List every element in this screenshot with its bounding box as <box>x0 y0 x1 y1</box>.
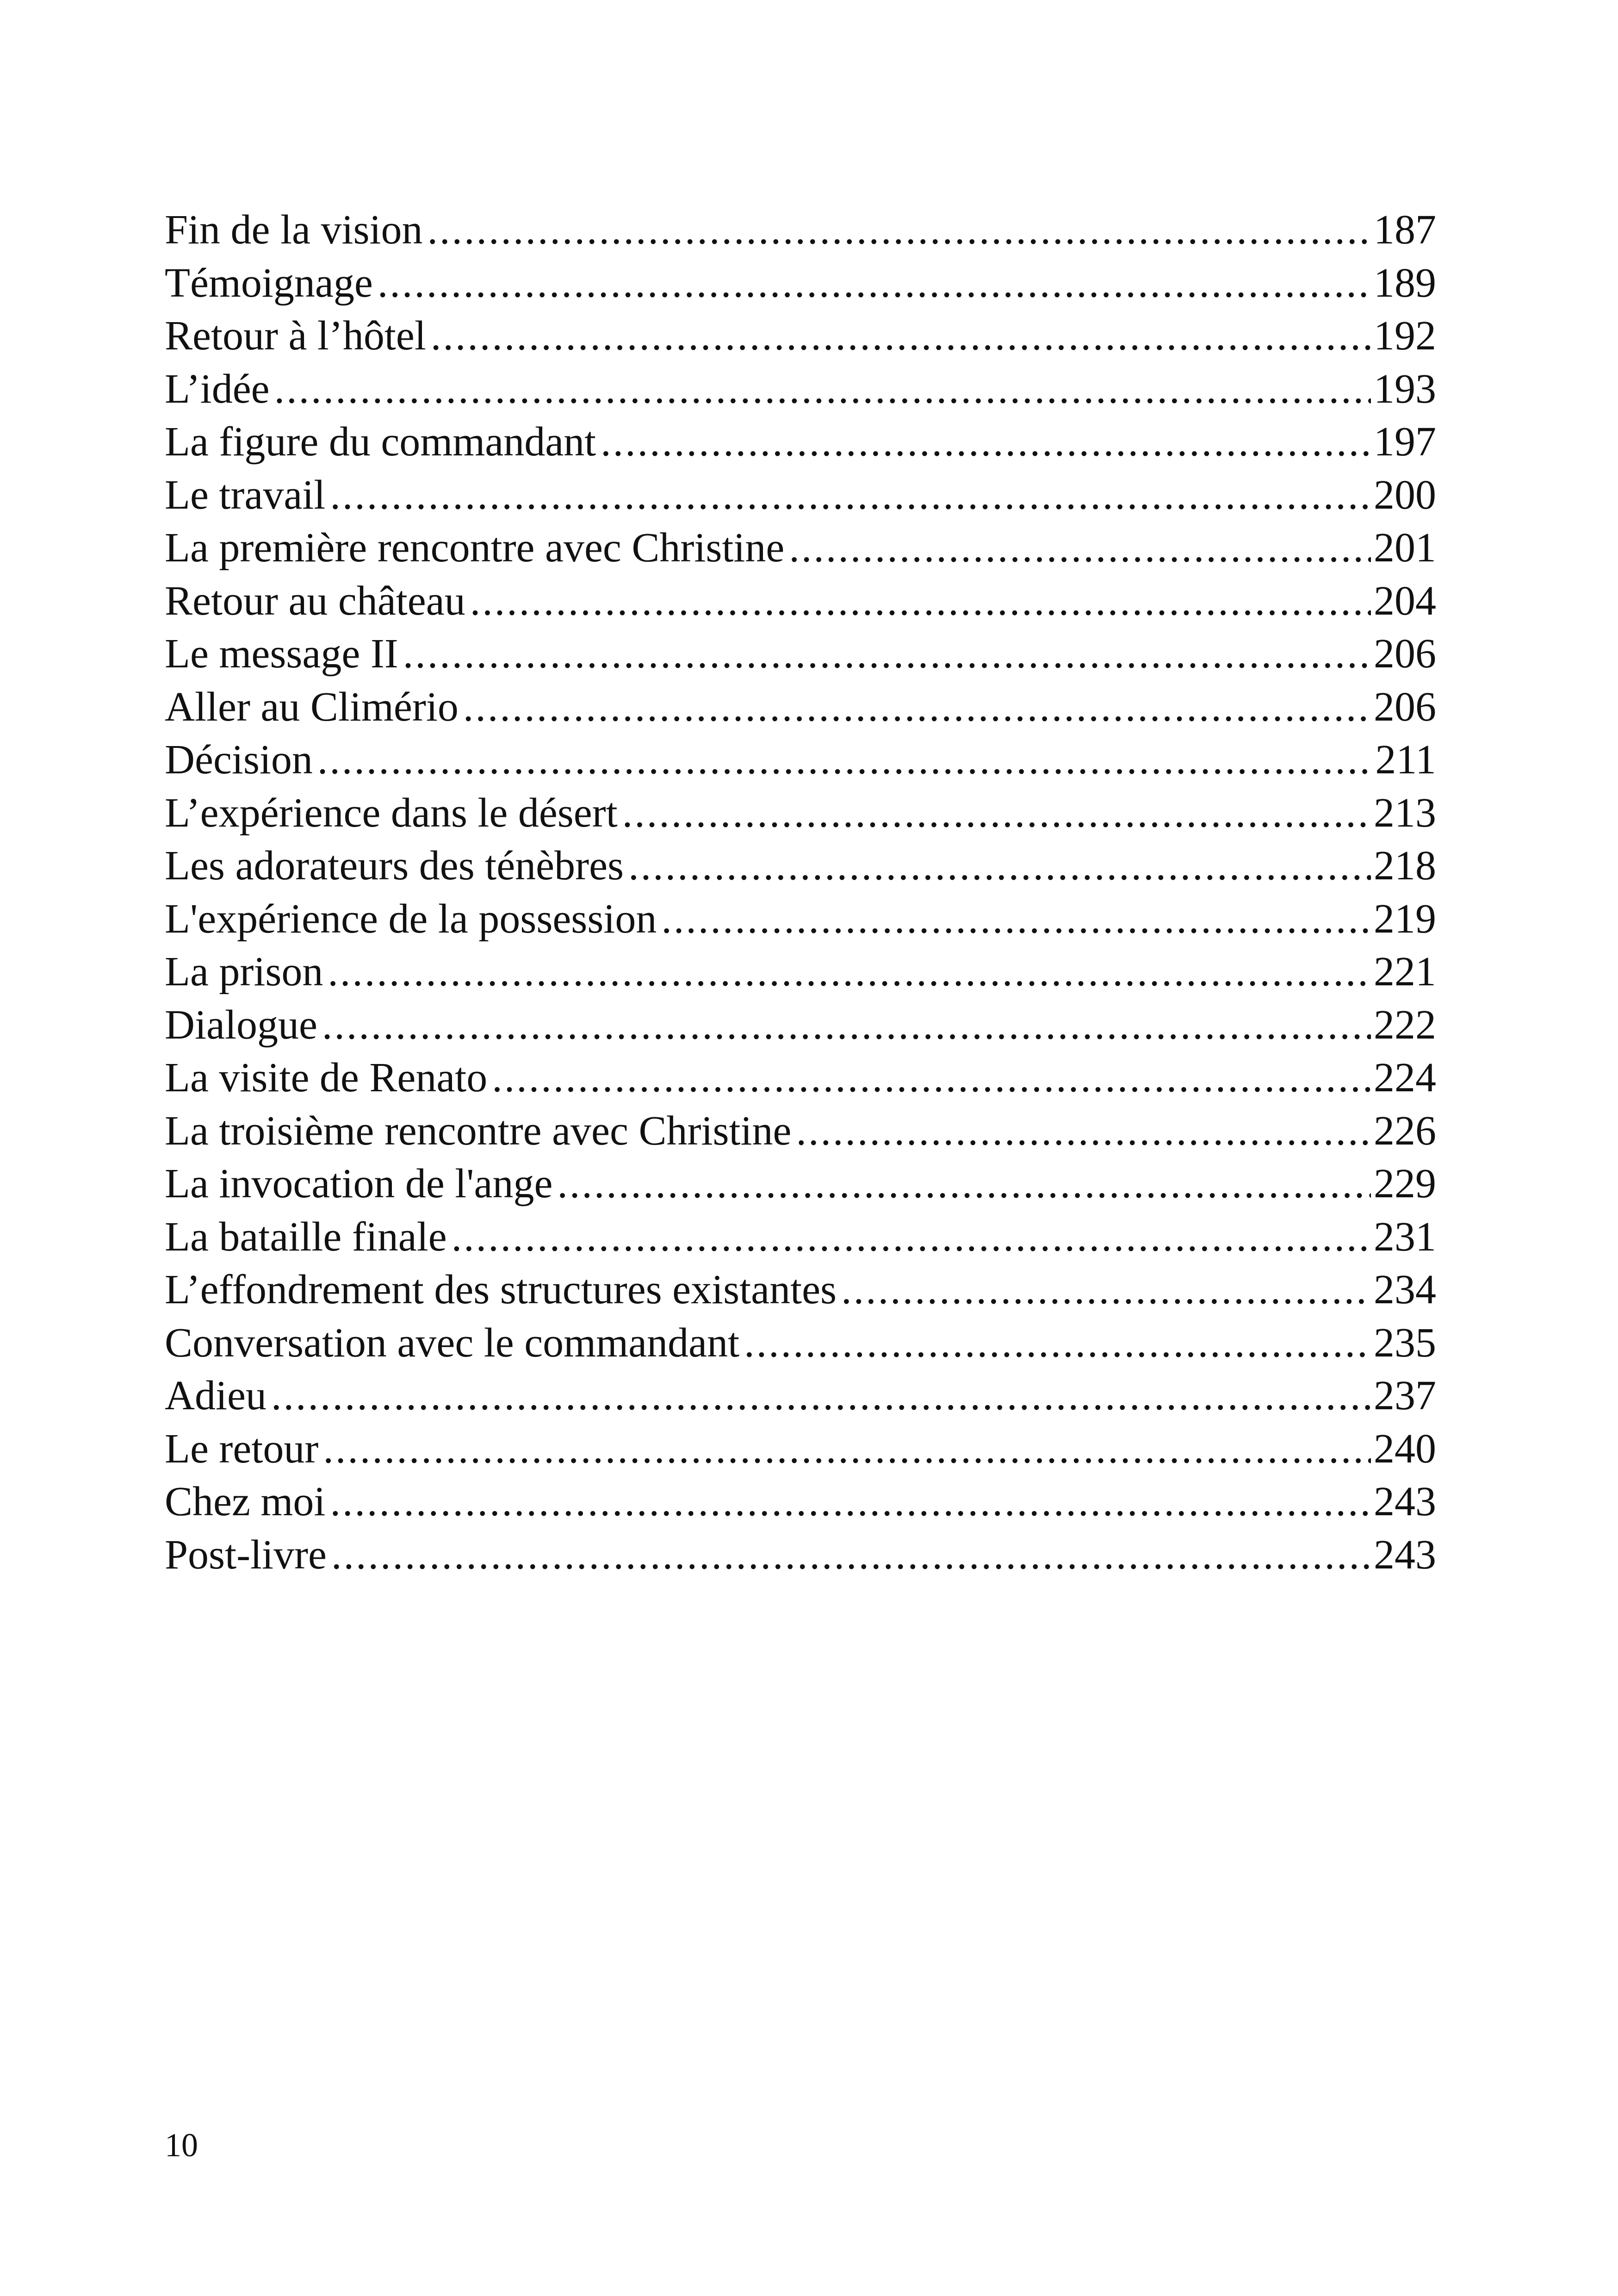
toc-entry-page: 213 <box>1374 790 1436 836</box>
toc-entry-title: L'expérience de la possession <box>165 896 657 942</box>
toc-entry-page: 240 <box>1374 1425 1436 1472</box>
toc-entry[interactable] <box>165 1157 1436 1211</box>
dot-leader <box>322 999 1371 1052</box>
dot-leader <box>317 734 1372 787</box>
toc-entry[interactable] <box>165 416 1436 469</box>
dot-leader <box>330 1475 1371 1529</box>
dot-leader <box>601 416 1371 469</box>
dot-leader <box>331 1529 1371 1582</box>
toc-entry-page: 231 <box>1374 1213 1436 1260</box>
toc-entry-title: Témoignage <box>165 260 373 306</box>
toc-entry-page: 234 <box>1374 1267 1436 1313</box>
toc-entry-title: Fin de la vision <box>165 207 423 253</box>
toc-entry[interactable] <box>165 840 1436 893</box>
toc-entry-title: La première rencontre avec Christine <box>165 525 785 571</box>
toc-entry-page: 221 <box>1374 949 1436 995</box>
dot-leader <box>323 1423 1371 1476</box>
toc-entry-title: Le retour <box>165 1425 319 1472</box>
toc-entry-page: 200 <box>1374 472 1436 518</box>
toc-entry[interactable] <box>165 204 1436 257</box>
dot-leader <box>628 840 1371 893</box>
toc-entry-title: La figure du commandant <box>165 419 596 465</box>
toc-entry-title: L’idée <box>165 366 270 412</box>
toc-entry[interactable] <box>165 1052 1436 1105</box>
toc-entry[interactable] <box>165 1263 1436 1317</box>
toc-entry-title: Dialogue <box>165 1002 317 1048</box>
dot-leader <box>661 893 1371 946</box>
dot-leader <box>403 628 1371 681</box>
toc-entry-page: 201 <box>1374 525 1436 571</box>
toc-entry[interactable] <box>165 999 1436 1052</box>
toc-entry-page: 211 <box>1375 737 1436 783</box>
dot-leader <box>328 946 1371 999</box>
toc-entry[interactable] <box>165 1369 1436 1423</box>
toc-entry-page: 192 <box>1374 313 1436 359</box>
toc-entry-title: Conversation avec le commandant <box>165 1319 740 1366</box>
toc-entry-title: Les adorateurs des ténèbres <box>165 843 624 889</box>
dot-leader <box>274 363 1371 416</box>
toc-entry-page: 206 <box>1374 631 1436 677</box>
dot-leader <box>463 681 1371 734</box>
dot-leader <box>452 1211 1371 1264</box>
toc-entry[interactable] <box>165 1423 1436 1476</box>
toc-entry-title: La bataille finale <box>165 1213 447 1260</box>
toc-entry-page: 206 <box>1374 684 1436 730</box>
toc-entry[interactable] <box>165 363 1436 416</box>
dot-leader <box>378 257 1371 310</box>
toc-entry[interactable] <box>165 681 1436 734</box>
toc-entry-page: 224 <box>1374 1055 1436 1101</box>
dot-leader <box>431 310 1371 363</box>
dot-leader <box>492 1052 1371 1105</box>
dot-leader <box>789 522 1371 575</box>
toc-entry[interactable] <box>165 787 1436 840</box>
toc-entry-title: L’effondrement des structures existantes <box>165 1267 837 1313</box>
toc-entry-page: 237 <box>1374 1373 1436 1419</box>
toc-entry[interactable] <box>165 946 1436 999</box>
toc-entry[interactable] <box>165 257 1436 310</box>
toc-entry[interactable] <box>165 310 1436 363</box>
toc-entry-title: La visite de Renato <box>165 1055 488 1101</box>
toc-entry-title: La troisième rencontre avec Christine <box>165 1108 792 1154</box>
toc-entry-page: 235 <box>1374 1319 1436 1366</box>
toc-entry-page: 226 <box>1374 1108 1436 1154</box>
toc-entry-page: 229 <box>1374 1161 1436 1207</box>
toc-entry[interactable] <box>165 1529 1436 1582</box>
toc-entry-title: Le travail <box>165 472 326 518</box>
dot-leader <box>841 1263 1371 1317</box>
toc-entry-title: Adieu <box>165 1373 267 1419</box>
toc-entry[interactable] <box>165 522 1436 575</box>
toc-entry-page: 218 <box>1374 843 1436 889</box>
toc-entry-title: Chez moi <box>165 1479 326 1524</box>
toc-entry-page: 243 <box>1374 1479 1436 1524</box>
toc-entry-title: Retour à l’hôtel <box>165 313 426 359</box>
toc-entry-page: 197 <box>1374 419 1436 465</box>
dot-leader <box>744 1317 1371 1370</box>
toc-entry-title: Retour au château <box>165 578 465 624</box>
toc-entry-title: Aller au Climério <box>165 684 459 730</box>
toc-entry-title: La invocation de l'ange <box>165 1161 553 1207</box>
toc-entry-page: 204 <box>1374 578 1436 624</box>
toc-entry-page: 189 <box>1374 260 1436 306</box>
toc-entry-title: Décision <box>165 737 313 783</box>
toc-entry-title: La prison <box>165 949 323 995</box>
toc-entry-page: 222 <box>1374 1002 1436 1048</box>
dot-leader <box>428 204 1371 257</box>
dot-leader <box>470 575 1371 628</box>
toc-entry[interactable] <box>165 893 1436 946</box>
dot-leader <box>796 1105 1371 1158</box>
dot-leader <box>330 469 1371 522</box>
toc-entry-page: 243 <box>1374 1531 1436 1578</box>
page-number: 10 <box>165 2127 198 2164</box>
toc-entry-page: 187 <box>1374 207 1436 253</box>
toc-entry[interactable] <box>165 575 1436 628</box>
dot-leader <box>622 787 1371 840</box>
toc-entry[interactable] <box>165 1317 1436 1370</box>
toc-entry[interactable] <box>165 628 1436 681</box>
toc-entry[interactable] <box>165 1475 1436 1529</box>
toc-entry-title: Le message II <box>165 631 398 677</box>
toc-entry[interactable] <box>165 734 1436 787</box>
toc-entry[interactable] <box>165 1105 1436 1158</box>
toc-entry[interactable] <box>165 1211 1436 1264</box>
toc-entry-page: 219 <box>1374 896 1436 942</box>
toc-entry-title: L’expérience dans le désert <box>165 790 618 836</box>
toc-entry-page: 193 <box>1374 366 1436 412</box>
toc-entry-title: Post-livre <box>165 1531 327 1578</box>
toc-entry[interactable] <box>165 469 1436 522</box>
dot-leader <box>557 1157 1371 1211</box>
dot-leader <box>271 1369 1371 1423</box>
table-of-contents <box>165 204 1436 1581</box>
